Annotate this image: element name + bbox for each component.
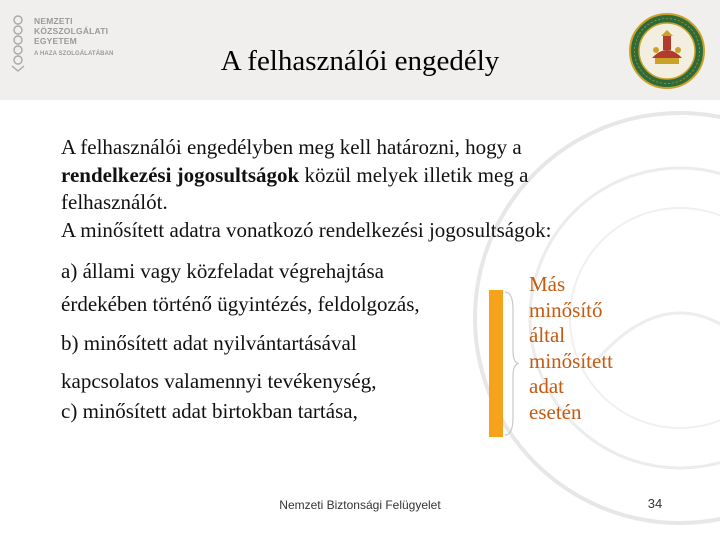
logo-tagline: A HAZA SZOLGÁLATÁBAN — [34, 51, 114, 57]
brace-icon — [503, 290, 519, 437]
intro-line-3: felhasználót. — [61, 190, 168, 214]
list-item-b-line-1: b) minősített adat nyilvántartásával — [61, 331, 357, 355]
logo-line-1: NEMZETI — [34, 16, 73, 26]
side-note-line-3: által — [529, 323, 566, 347]
intro-paragraph — [61, 134, 651, 244]
side-note-line-4: minősített — [529, 348, 613, 373]
logo-line-3: EGYETEM — [34, 36, 77, 46]
page-number: 34 — [647, 496, 663, 511]
slide-title: A felhasználói engedély — [220, 45, 500, 77]
accent-bar — [489, 290, 503, 437]
intro-line-2-rest: közül melyek illetik meg a — [299, 162, 529, 187]
list-item-a-line-1: a) állami vagy közfeladat végrehajtása — [61, 259, 384, 283]
intro-line-1: A felhasználói engedélyben meg kell határozni, hogy a — [61, 135, 522, 159]
intro-line-4: A minősített adatra vonatkozó rendelkezési jogosultságok: — [61, 217, 552, 242]
intro-bold-term: rendelkezési jogosultságok — [61, 162, 300, 187]
side-note-line-2: minősítő — [529, 297, 603, 322]
list-item-b-line-2: kapcsolatos valamennyi tevékenység, — [61, 369, 377, 393]
list-item-a-line-2: érdekében történő ügyintézés, feldolgozás, — [61, 292, 420, 316]
header-band — [0, 0, 720, 100]
list-item-c: c) minősített adat birtokban tartása, — [61, 399, 358, 423]
footer-text: Nemzeti Biztonsági Felügyelet — [279, 498, 441, 512]
side-note-line-6: esetén — [529, 399, 582, 424]
logo-line-2: KÖZSZOLGÁLATI — [34, 26, 109, 36]
intro-line-2 — [61, 162, 651, 190]
university-seal-icon — [628, 12, 706, 90]
side-note-line-1: Más — [529, 272, 566, 296]
side-note — [529, 272, 639, 425]
side-note-line-5: adat — [529, 374, 564, 398]
